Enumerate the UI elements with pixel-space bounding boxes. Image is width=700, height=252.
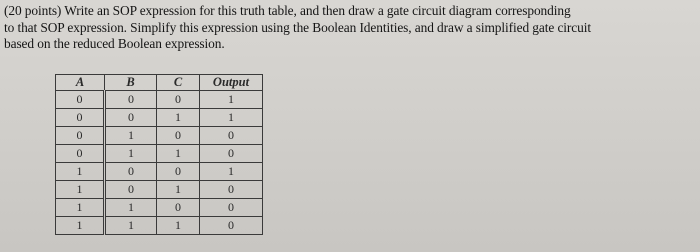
cell-b: 1 [105,217,157,235]
table-row [56,217,263,235]
question-line-2: to that SOP expression. Simplify this expression using the Boolean Identities, and draw a simplified gate circuit [4,19,591,35]
header-b: B [105,75,157,91]
cell-a: 0 [56,127,105,145]
cell-output: 1 [200,163,263,181]
cell-a: 0 [56,109,105,127]
cell-a: 1 [56,181,105,199]
cell-c: 1 [157,217,200,235]
table-row [56,163,263,181]
cell-output: 0 [200,181,263,199]
cell-b: 0 [105,109,157,127]
cell-a: 0 [56,91,105,109]
header-a: A [56,75,105,91]
table-row [56,199,263,217]
header-output: Output [200,75,263,91]
table-row [56,91,263,109]
cell-output: 0 [200,199,263,217]
cell-b: 1 [105,145,157,163]
cell-output: 1 [200,109,263,127]
question-line-3: based on the reduced Boolean expression. [4,36,225,51]
cell-c: 1 [157,109,200,127]
table-row [56,127,263,145]
cell-c: 1 [157,145,200,163]
cell-c: 0 [157,127,200,145]
table-row [56,181,263,199]
table-row [56,109,263,127]
question-line-1: (20 points) Write an SOP expression for this truth table, and then draw a gate circuit diagram corresponding [4,3,571,18]
cell-c: 0 [157,163,200,181]
cell-a: 1 [56,199,105,217]
cell-b: 0 [105,181,157,199]
cell-a: 1 [56,217,105,235]
truth-table-container [55,74,263,235]
cell-c: 0 [157,91,200,109]
table-row [56,145,263,163]
cell-output: 1 [200,91,263,109]
question-text [4,3,694,53]
cell-output: 0 [200,217,263,235]
cell-output: 0 [200,127,263,145]
truth-table-header-row [56,75,263,91]
cell-a: 0 [56,145,105,163]
cell-b: 0 [105,163,157,181]
truth-table [55,74,263,235]
cell-b: 1 [105,127,157,145]
cell-c: 1 [157,181,200,199]
cell-c: 0 [157,199,200,217]
cell-a: 1 [56,163,105,181]
cell-b: 0 [105,91,157,109]
cell-output: 0 [200,145,263,163]
header-c: C [157,75,200,91]
cell-b: 1 [105,199,157,217]
